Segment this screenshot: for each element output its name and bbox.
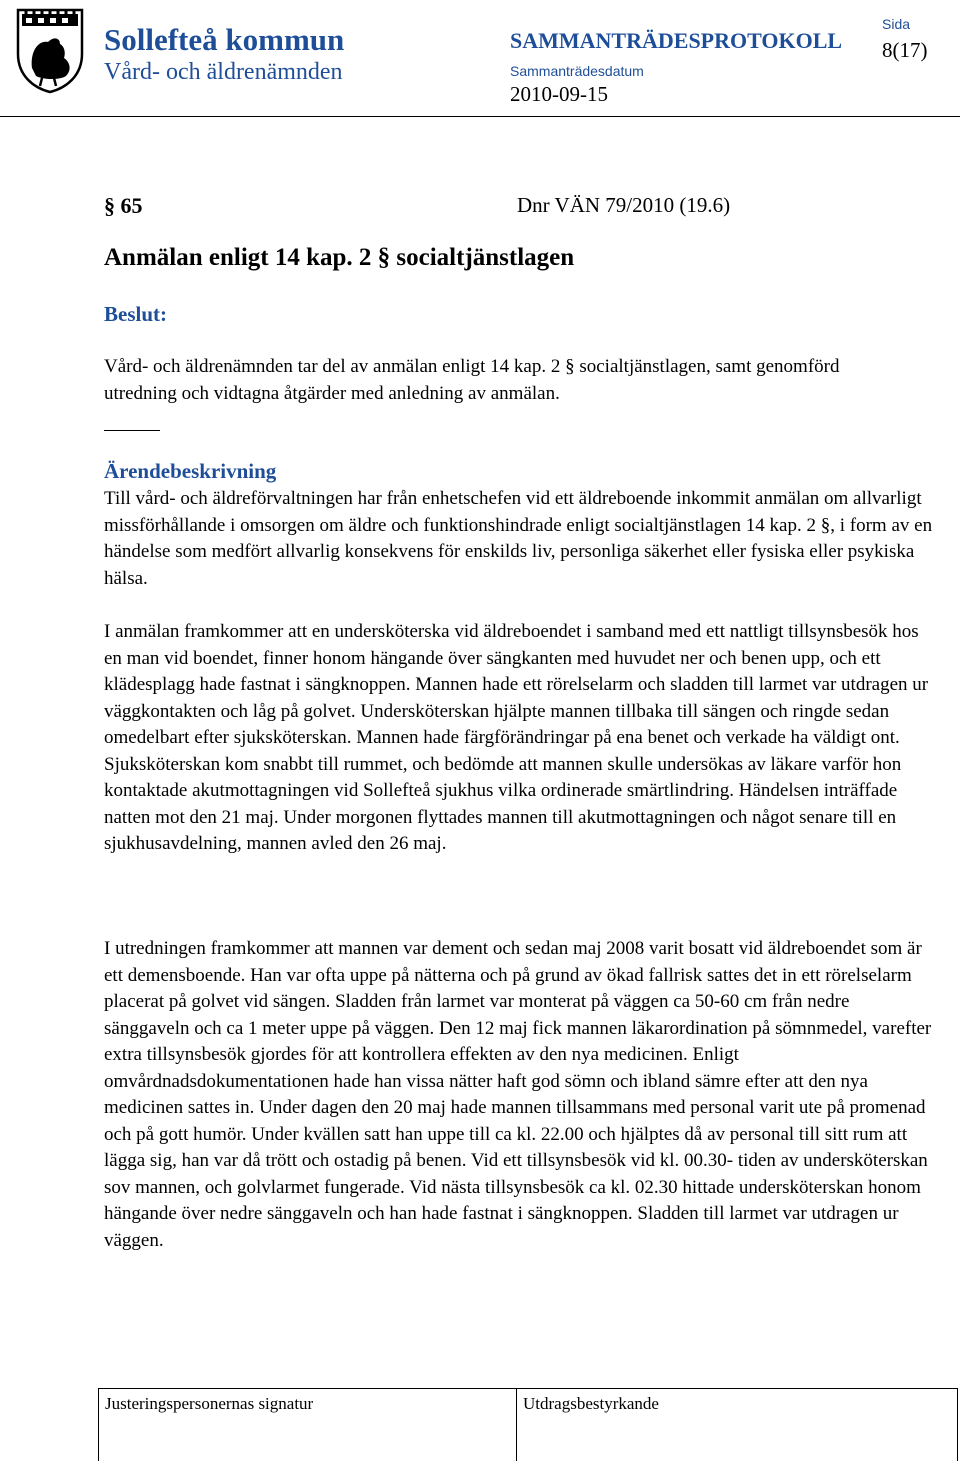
decision-label: Beslut: (104, 302, 167, 326)
decision-separator (104, 430, 160, 431)
document-type: SAMMANTRÄDESPROTOKOLL (510, 28, 843, 53)
organization-name: Sollefteå kommun (104, 22, 345, 57)
signature-label: Justeringspersonernas signatur (105, 1394, 314, 1413)
decision-text: Vård- och äldrenämnden tar del av anmälan enligt 14 kap. 2 § socialtjänstlagen, samt genomförd utredning och vidtagna åtgärder med anledning av anmälan. (104, 356, 840, 404)
description-paragraph: I anmälan framkommer att en undersköterska vid äldreboendet i samband med ett nattligt tillsynsbesök hos en man vid boendet, finner honom hängande över sängkanten med huvudet ner och benen upp, och ett klädesplagg hade fastnat i sängknoppen. Mannen hade ett rörelselarm och sladden till larmet var utdragen ur väggkontakten och låg på golvet. Undersköterskan hjälpte mannen tillbaka till sängen och ringde sedan omedelbart efter sjuksköterskan. Mannen hade färgförändringar på ena benet och verkade ha väldigt ont. Sjuksköterskan kom snabbt till rummet, och bedömde att mannen skulle undersökas av läkare varför hon kontaktade akutmottagningen vid Sollefteå sjukhus vilka ordinerade smärtlindring. Händelsen inträffade natten mot den 21 maj. Under morgonen flyttades mannen till akutmottagningen och något senare till en sjukhusavdelning, mannen avled den 26 maj. (104, 621, 929, 854)
page-label: Sida (882, 16, 911, 32)
description-heading: Ärendebeskrivning (104, 459, 277, 483)
signature-box (98, 1388, 516, 1461)
municipal-coat-of-arms (14, 6, 86, 94)
meeting-date-label: Sammanträdesdatum (510, 63, 644, 79)
extract-label: Utdragsbestyrkande (523, 1394, 659, 1413)
board-name: Vård- och äldrenämnden (104, 59, 343, 85)
diary-number: Dnr VÄN 79/2010 (19.6) (517, 193, 731, 217)
meeting-date: 2010-09-15 (510, 82, 608, 106)
section-number: § 65 (104, 193, 143, 218)
page-number: 8(17) (882, 38, 928, 62)
item-title: Anmälan enligt 14 kap. 2 § socialtjänstlagen (104, 244, 575, 271)
description-paragraph: Till vård- och äldreförvaltningen har från enhetschefen vid ett äldreboende inkommit anmälan om allvarligt missförhållande i omsorgen om äldre och funktionshindrade enligt socialtjänstlagen 14 kap. 2 §, i form av en händelse som medfört allvarlig konsekvens för enskilds liv, personliga säkerhet eller fysiska eller psykiska hälsa. (104, 488, 933, 589)
header-divider (0, 116, 960, 117)
description-paragraph: I utredningen framkommer att mannen var dement och sedan maj 2008 varit bosatt vid äldreboendet som är ett demensboende. Han var ofta uppe på nätterna och på grund av ökad fallrisk sattes det in ett rörelselarm placerat på golvet vid sängen. Sladden från larmet var monterat på väggen ca 50-60 cm från nedre sänggaveln och ca 1 meter uppe på väggen. Den 12 maj fick mannen läkarordination på sömnmedel, varefter extra tillsynsbesök gjordes för att kontrollera effekten av den nya medicinen. Enligt omvårdnadsdokumentationen hade han vissa nätter haft god sömn och ibland sämre efter att den nya medicinen sattes in. Under dagen den 20 maj hade mannen tillsammans med personal varit ute på promenad och på gott humör. Under kvällen satt han uppe till ca kl. 22.00 och hjälptes då av personal till sitt rum att lägga sig, han var då trött och ostadig på benen. Vid ett tillsynsbesök vid kl. 00.30- tiden av undersköterskan sov mannen, och golvlarmet fungerade. Vid nästa tillsynsbesök ca kl. 02.30 hittade undersköterskan honom hängande över nedre sänggaveln och han hade fastnat i sängknoppen. Sladden till larmet var utdragen ur väggen. (104, 938, 932, 1251)
extract-certification-box (516, 1388, 958, 1461)
